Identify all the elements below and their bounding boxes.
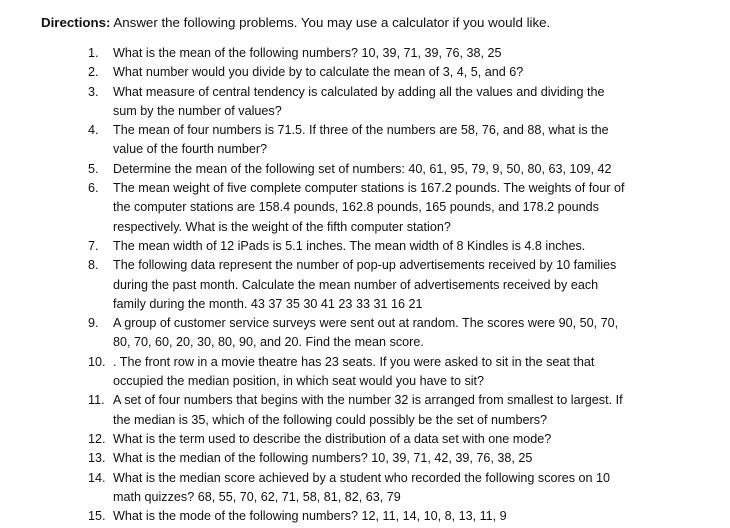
problem-number: 14.	[88, 470, 106, 485]
problem-text-line: A set of four numbers that begins with the number 32 is arranged from smallest to largest. If	[113, 393, 623, 408]
problem-item	[88, 391, 688, 430]
directions	[41, 13, 550, 32]
problem-text-line: math quizzes? 68, 55, 70, 62, 71, 58, 81, 82, 63, 79	[113, 489, 401, 504]
problem-number: 2.	[88, 65, 99, 80]
problem-number: 7.	[88, 238, 99, 253]
problem-text-line: respectively. What is the weight of the fifth computer station?	[113, 219, 451, 234]
problem-text-line: The mean weight of five complete computer stations is 167.2 pounds. The weights of four of	[113, 181, 625, 196]
problem-item	[88, 83, 688, 122]
problem-item	[88, 44, 688, 63]
problem-number: 11.	[88, 393, 105, 408]
problem-item	[88, 121, 688, 160]
problem-text-line: What is the mode of the following numbers? 12, 11, 14, 10, 8, 13, 11, 9	[113, 509, 507, 524]
problem-item	[88, 430, 688, 449]
problem-text-line: What number would you divide by to calculate the mean of 3, 4, 5, and 6?	[113, 65, 524, 80]
problem-text-line: The mean width of 12 iPads is 5.1 inches. The mean width of 8 Kindles is 4.8 inches.	[113, 238, 586, 253]
directions-text: Answer the following problems. You may use a calculator if you would like.	[113, 15, 551, 30]
problem-list	[88, 44, 688, 526]
problem-text-line: family during the month. 43 37 35 30 41 23 33 31 16 21	[113, 296, 423, 311]
problem-text-line: What is the mean of the following numbers? 10, 39, 71, 39, 76, 38, 25	[113, 46, 502, 60]
problem-number: 6.	[88, 181, 99, 196]
problem-text-line: The mean of four numbers is 71.5. If three of the numbers are 58, 76, and 88, what is the	[113, 123, 609, 138]
problem-item	[88, 353, 688, 392]
problem-number: 10.	[88, 354, 106, 369]
problem-text-line: What measure of central tendency is calculated by adding all the values and dividing the	[113, 84, 605, 99]
problem-number: 1.	[88, 46, 99, 60]
problem-text-line: 80, 70, 60, 20, 30, 80, 90, and 20. Find the mean score.	[113, 335, 424, 350]
problem-text-line: the computer stations are 158.4 pounds, 162.8 pounds, 165 pounds, and 178.2 pounds	[113, 200, 599, 215]
problem-number: 8.	[88, 258, 99, 273]
problem-text-line: A group of customer service surveys were sent out at random. The scores were 90, 50, 70,	[113, 316, 619, 331]
problem-item	[88, 507, 688, 526]
problem-number: 9.	[88, 316, 99, 331]
directions-label: Directions:	[41, 15, 111, 30]
problem-text-line: What is the term used to describe the distribution of a data set with one mode?	[113, 431, 552, 446]
problem-text-line: value of the fourth number?	[113, 142, 268, 157]
problem-text-line: The following data represent the number of pop-up advertisements received by 10 families	[113, 258, 617, 273]
problem-item	[88, 160, 688, 179]
problem-text-line: What is the median of the following numbers? 10, 39, 71, 42, 39, 76, 38, 25	[113, 451, 533, 466]
problem-item	[88, 449, 688, 468]
problem-text-line: occupied the median position, in which seat would you have to sit?	[113, 374, 485, 389]
problem-text-line: . The front row in a movie theatre has 23 seats. If you were asked to sit in the seat that	[113, 354, 595, 369]
problem-number: 3.	[88, 84, 99, 99]
problem-text-line: Determine the mean of the following set of numbers: 40, 61, 95, 79, 9, 50, 80, 63, 109, 42	[113, 161, 612, 176]
problem-item	[88, 63, 688, 82]
problem-number: 13.	[88, 451, 106, 466]
problem-number: 5.	[88, 161, 99, 176]
problem-item	[88, 314, 688, 353]
problem-text-line: the median is 35, which of the following could possibly be the set of numbers?	[113, 412, 548, 427]
problem-number: 4.	[88, 123, 99, 138]
problem-item	[88, 256, 688, 314]
problem-text-line: What is the median score achieved by a student who recorded the following scores on 10	[113, 470, 611, 485]
problem-number: 12.	[88, 431, 106, 446]
problem-item	[88, 469, 688, 508]
problem-item	[88, 179, 688, 237]
problem-text-line: during the past month. Calculate the mean number of advertisements received by each	[113, 277, 599, 292]
problem-text-line: sum by the number of values?	[113, 103, 282, 118]
problem-item	[88, 237, 688, 256]
problem-number: 15.	[88, 509, 106, 524]
